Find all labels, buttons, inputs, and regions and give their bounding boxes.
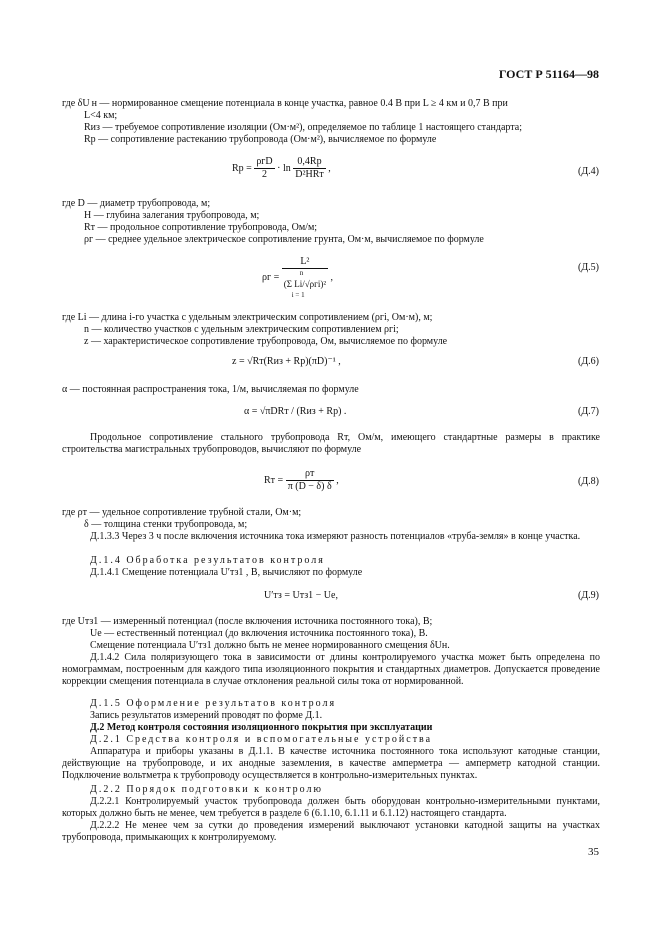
formula-d6: z = √Rт(Rиз + Rр)(πD)⁻¹ , (232, 356, 341, 367)
fraction-numerator: L² (282, 256, 328, 269)
formula-d7: α = √πDRт / (Rиз + Rр) . (244, 406, 347, 417)
fraction-numerator: ρт (286, 468, 334, 481)
text-line: Запись результатов измерений проводят по форме Д.1. (90, 710, 323, 721)
section-title: Д.2 Метод контроля состояния изоляционного покрытия при эксплуатации (90, 722, 433, 733)
text-line: где Uтз1 — измеренный потенциал (после включения источника постоянного тока), В; (62, 616, 433, 627)
text-line: δ — толщина стенки трубопровода, м; (84, 519, 248, 530)
fraction-numerator: 0,4Rр (293, 156, 325, 169)
paragraph: Аппаратура и приборы указаны в Д.1.1. В качестве источника постоянного тока используют катодные станции, действующие на трубопроводе, и их анодные заземления, в качестве амперметра — амперметр катодной станции. Подключение вольтметра к трубопроводу осуществляется в контрольно-измерительных пунктах. (62, 746, 600, 781)
section-heading: Д.1.5 Оформление результатов контроля (90, 698, 337, 709)
fraction (293, 156, 325, 181)
fraction-denominator: D²HRт (295, 169, 324, 180)
equation-label: (Д.8) (578, 476, 599, 487)
formula-operator: · ln (277, 162, 291, 174)
formula-lhs: Rр = (232, 162, 252, 174)
text-line: α — постоянная распространения тока, 1/м, вычисляемая по формуле (62, 384, 359, 395)
formula-d4 (232, 156, 331, 181)
formula-d5 (262, 256, 333, 300)
text-line: где D — диаметр трубопровода, м; (62, 198, 211, 209)
text-line: Смещение потенциала U′тз1 должно быть не менее нормированного смещения δUн. (90, 640, 450, 651)
equation-label: (Д.6) (578, 356, 599, 367)
section-heading: Д.1.4 Обработка результатов контроля (90, 555, 325, 566)
page-number: 35 (588, 846, 599, 858)
formula-tail: , (336, 474, 339, 486)
text-line: L<4 км; (84, 110, 118, 121)
text-line: Rиз — требуемое сопротивление изоляции (Ом·м²), определяемое по таблице 1 настоящего стандарта; (84, 122, 523, 133)
text-line: Д.1.4.1 Смещение потенциала U′тз1 , В, вычисляют по формуле (90, 567, 363, 578)
text-line: Uе — естественный потенциал (до включения источника постоянного тока), В. (90, 628, 428, 639)
fraction-denominator: π (D − δ) δ (287, 481, 332, 492)
sum-upper-limit: n (299, 269, 304, 277)
formula-lhs: ρг = (262, 272, 280, 284)
formula-lhs: Rт = (264, 474, 284, 486)
paragraph: Продольное сопротивление стального трубопровода Rт, Ом/м, имеющего стандартные размеры в практике строительства магистральных трубопроводов, вычисляют по формуле (62, 432, 600, 455)
equation-label: (Д.5) (578, 262, 599, 273)
text-line: где ρт — удельное сопротивление трубной стали, Ом·м; (62, 507, 302, 518)
equation-label: (Д.9) (578, 590, 599, 601)
text-line: где Li — длина i-го участка с удельным электрическим сопротивлением (ρгi, Ом·м), м; (62, 312, 433, 323)
formula-tail: , (328, 162, 331, 174)
text-line: ρг — среднее удельное электрическое сопротивление грунта, Ом·м, вычисляемое по формуле (84, 234, 484, 245)
paragraph: Д.1.4.2 Сила поляризующего тока в зависимости от длины контролируемого участка может быть определена по номограммам, построенным для каждого типа изоляционного покрытия и стандартных диаметров. Допускается проведение коррекции смещения потенциала в случае отклонения реальной силы тока от нормированной. (62, 652, 600, 687)
text-line: n — количество участков с удельным электрическим сопротивлением ρгi; (84, 324, 399, 335)
formula-tail: , (330, 272, 334, 284)
text-line: H — глубина залегания трубопровода, м; (84, 210, 260, 221)
fraction-denominator: 2 (261, 169, 267, 180)
equation-label: (Д.4) (578, 166, 599, 177)
formula-d8 (264, 468, 339, 493)
paragraph: Д.1.3.3 Через 3 ч после включения источника тока измеряют разность потенциалов «труба-земля» в конце участка. (90, 531, 581, 542)
text-line: где δU н — нормированное смещение потенциала в конце участка, равное 0.4 В при L ≥ 4 км и 0,7 В при (62, 98, 508, 109)
fraction-denominator (282, 269, 328, 300)
equation-label: (Д.7) (578, 406, 599, 417)
fraction-numerator: ρгD (256, 156, 273, 167)
sum-lower-limit: i = 1 (291, 291, 305, 300)
standard-header: ГОСТ Р 51164—98 (498, 67, 599, 81)
fraction (286, 468, 334, 493)
paragraph: Д.2.2.2 Не менее чем за сутки до проведения измерений выключают установки катодной защиты на участках трубопровода, примыкающих к контролируемому. (62, 820, 600, 843)
text-line: z — характеристическое сопротивление трубопровода, Ом, вычисляемое по формуле (84, 336, 448, 347)
formula-d9: U′тз = Uтз1 − Uе, (264, 590, 338, 601)
fraction (282, 256, 328, 300)
fraction (254, 156, 274, 181)
text-line: Rр — сопротивление растеканию трубопровода (Ом·м²), вычисляемое по формуле (84, 134, 437, 145)
section-heading: Д.2.1 Средства контроля и вспомогательные устройства (90, 734, 433, 745)
paragraph: Д.2.2.1 Контролируемый участок трубопровода должен быть оборудован контрольно-измерительными пунктами, которых должно быть не менее, чем требуется в разделе 6 (6.1.10, 6.1.11 и 6.1.12) настоящего стандарта. (62, 796, 600, 819)
sum-expression: (Σ Li/√ρгi)² (283, 279, 327, 289)
text-line: Rт — продольное сопротивление трубопровода, Ом/м; (84, 222, 318, 233)
section-heading: Д.2.2 Порядок подготовки к контролю (90, 784, 324, 795)
